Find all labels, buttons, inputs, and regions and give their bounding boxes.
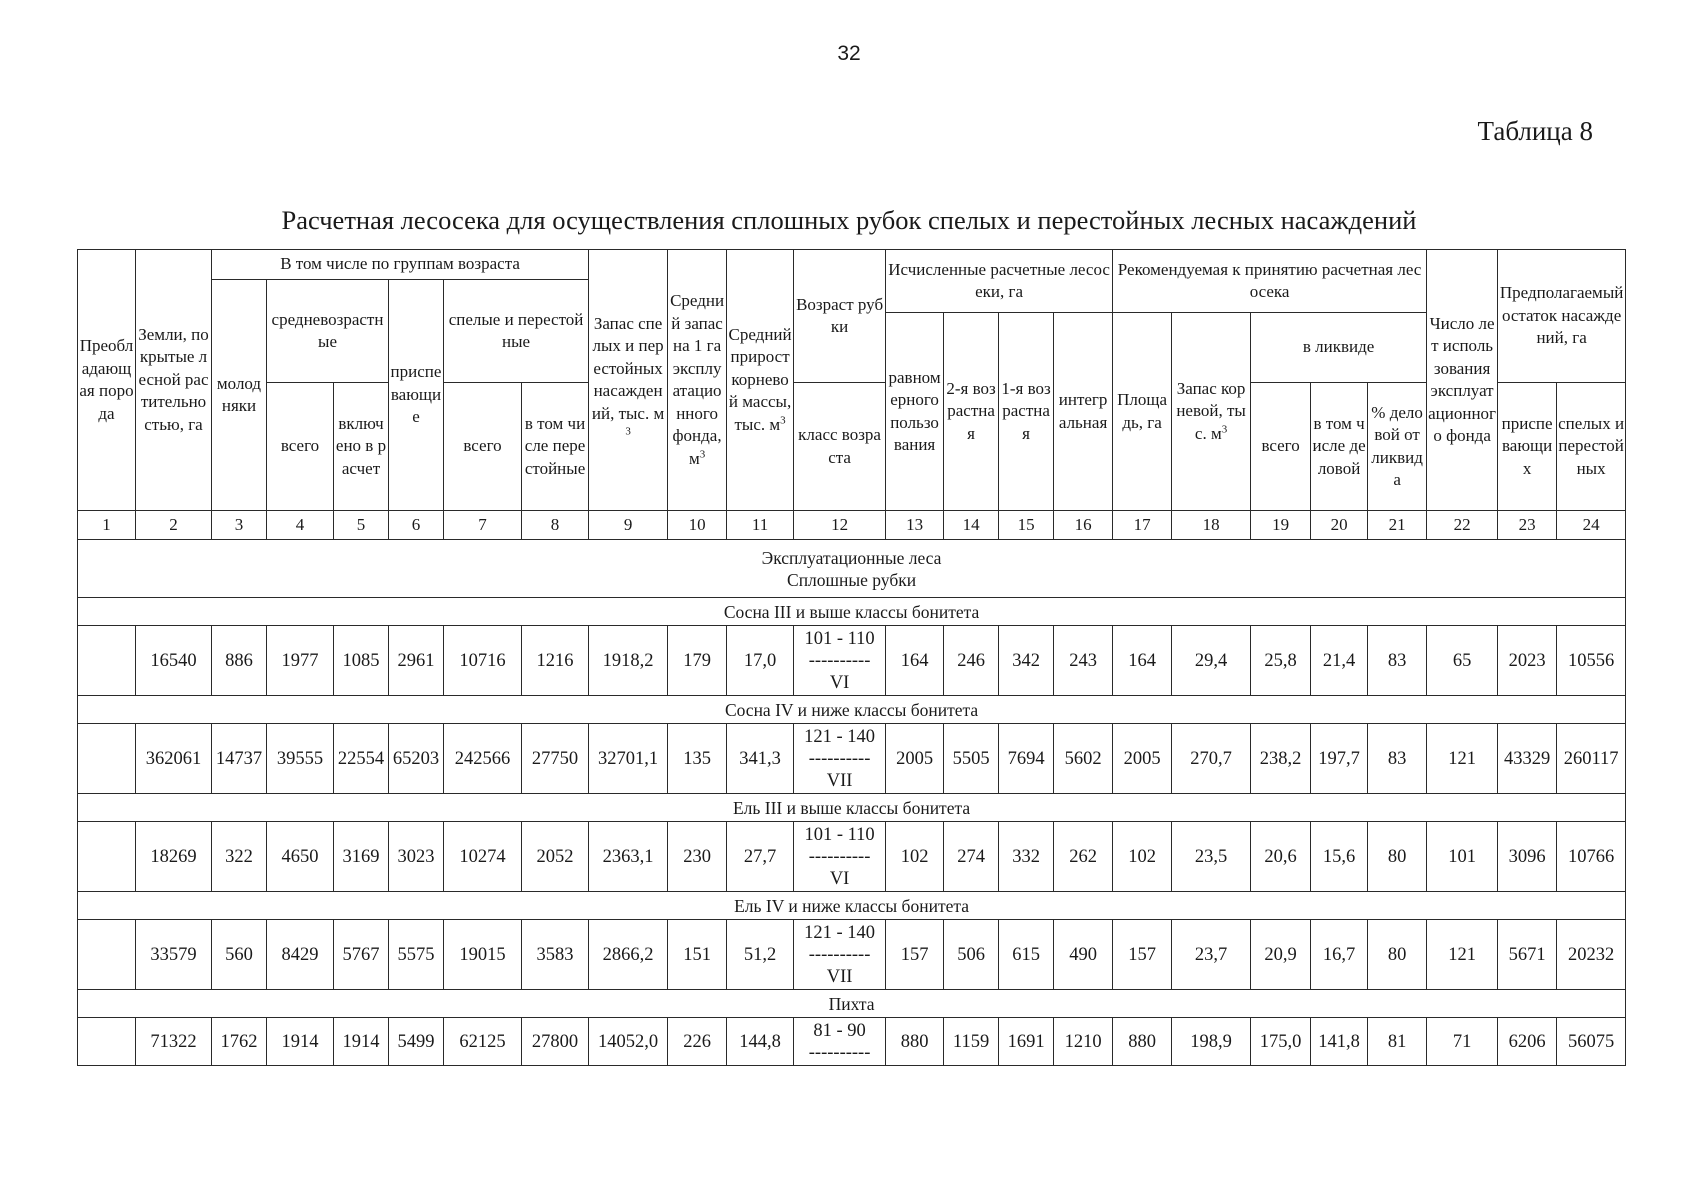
- table-label: Таблица 8: [1477, 116, 1593, 146]
- header-remaining-stands: Предполагаемый остаток насаждений, га: [1498, 250, 1626, 383]
- table-cell: 39555: [267, 724, 334, 794]
- header-species: Преобладающая порода: [78, 250, 136, 511]
- table-cell: 33579: [136, 920, 212, 990]
- column-number: 18: [1172, 511, 1251, 540]
- cutting-age-cell: [794, 626, 886, 696]
- column-number: 4: [267, 511, 334, 540]
- header-recommended-area: Рекомендуемая к принятию расчетная лесосека: [1113, 250, 1427, 313]
- table-cell: 144,8: [727, 1018, 794, 1066]
- header-premature: приспевающие: [389, 280, 444, 511]
- cutting-age-cell: [794, 822, 886, 892]
- table-cell: 62125: [444, 1018, 522, 1066]
- table-cell: 71322: [136, 1018, 212, 1066]
- table-cell: 362061: [136, 724, 212, 794]
- cutting-age-cell: [794, 1018, 886, 1066]
- table-cell: 3169: [334, 822, 389, 892]
- species-cell: [78, 724, 136, 794]
- header-forested-land: Земли, покрытые лесной растительностью, га: [136, 250, 212, 511]
- species-cell: [78, 822, 136, 892]
- table-cell: 8429: [267, 920, 334, 990]
- table-cell: 1085: [334, 626, 389, 696]
- table-cell: 23,7: [1172, 920, 1251, 990]
- header-young: молодняки: [212, 280, 267, 511]
- table-cell: 1691: [999, 1018, 1054, 1066]
- header-ripe-stock: Запас спелых и перестойных насаждений, тыс. $м^3$: [589, 250, 668, 511]
- table-cell: 2005: [886, 724, 944, 794]
- table-cell: 1918,2: [589, 626, 668, 696]
- column-number: 14: [944, 511, 999, 540]
- header-avg-stock: Средний запас на 1 га эксплуатационного фонда, $м^3$: [668, 250, 727, 511]
- table-cell: 10716: [444, 626, 522, 696]
- table-cell: 4650: [267, 822, 334, 892]
- table-cell: 5767: [334, 920, 389, 990]
- table-cell: 230: [668, 822, 727, 892]
- table-cell: 1914: [267, 1018, 334, 1066]
- species-group-title: Сосна IV и ниже классы бонитета: [78, 696, 1626, 724]
- table-title: Расчетная лесосека для осуществления сплошных рубок спелых и перестойных лесных насаждений: [281, 205, 1417, 235]
- table-cell: 56075: [1557, 1018, 1626, 1066]
- header-even-use: равномерного пользования: [886, 313, 944, 511]
- table-cell: 71: [1427, 1018, 1498, 1066]
- age-class: VII: [826, 770, 853, 791]
- table-cell: 2005: [1113, 724, 1172, 794]
- table-row: [78, 920, 1626, 990]
- table-cell: 886: [212, 626, 267, 696]
- cutting-age-cell: [794, 920, 886, 990]
- column-number: 19: [1251, 511, 1311, 540]
- table-cell: 164: [886, 626, 944, 696]
- table-cell: 14737: [212, 724, 267, 794]
- table-cell: 270,7: [1172, 724, 1251, 794]
- age-dash: ----------: [808, 944, 871, 965]
- table-cell: 27,7: [727, 822, 794, 892]
- table-cell: 6206: [1498, 1018, 1557, 1066]
- species-cell: [78, 1018, 136, 1066]
- table-cell: 157: [1113, 920, 1172, 990]
- column-number: 16: [1054, 511, 1113, 540]
- column-number: 12: [794, 511, 886, 540]
- age-dash: ----------: [808, 846, 871, 867]
- table-cell: 80: [1368, 822, 1427, 892]
- table-cell: 23,5: [1172, 822, 1251, 892]
- table-cell: 274: [944, 822, 999, 892]
- table-cell: 141,8: [1311, 1018, 1368, 1066]
- column-number: 10: [668, 511, 727, 540]
- age-range: 81 - 90: [813, 1020, 866, 1041]
- table-cell: 25,8: [1251, 626, 1311, 696]
- table-cell: 16,7: [1311, 920, 1368, 990]
- table-cell: 83: [1368, 724, 1427, 794]
- header-integral: интегральная: [1054, 313, 1113, 511]
- table-cell: 243: [1054, 626, 1113, 696]
- header-ripe-total: всего: [444, 383, 522, 511]
- header-remaining-ripe: спелых и перестойных: [1557, 383, 1626, 511]
- table-cell: 32701,1: [589, 724, 668, 794]
- table-cell: 246: [944, 626, 999, 696]
- table-cell: 135: [668, 724, 727, 794]
- column-number: 8: [522, 511, 589, 540]
- header-remaining-premature: приспевающих: [1498, 383, 1557, 511]
- table-cell: 7694: [999, 724, 1054, 794]
- table-row: [78, 1018, 1626, 1066]
- table-cell: 17,0: [727, 626, 794, 696]
- column-number: 3: [212, 511, 267, 540]
- age-range: 101 - 110: [804, 824, 875, 845]
- header-age-class: класс возраста: [794, 383, 886, 511]
- table-cell: 27750: [522, 724, 589, 794]
- table-cell: 10274: [444, 822, 522, 892]
- table-cell: 29,4: [1172, 626, 1251, 696]
- age-class: VII: [826, 966, 853, 987]
- table-cell: 332: [999, 822, 1054, 892]
- table-cell: 16540: [136, 626, 212, 696]
- table-cell: 1210: [1054, 1018, 1113, 1066]
- age-class: VI: [829, 672, 850, 693]
- table-cell: 10556: [1557, 626, 1626, 696]
- table-cell: 15,6: [1311, 822, 1368, 892]
- table-cell: 102: [886, 822, 944, 892]
- table-cell: 242566: [444, 724, 522, 794]
- table-cell: 880: [886, 1018, 944, 1066]
- column-number: 20: [1311, 511, 1368, 540]
- table-cell: 197,7: [1311, 724, 1368, 794]
- table-cell: 341,3: [727, 724, 794, 794]
- species-cell: [78, 920, 136, 990]
- column-number: 13: [886, 511, 944, 540]
- header-second-age: 2-я возрастная: [944, 313, 999, 511]
- column-number-row: [78, 511, 1626, 540]
- table-cell: 1977: [267, 626, 334, 696]
- header-middle-aged: средневозрастные: [267, 280, 389, 383]
- column-number: 24: [1557, 511, 1626, 540]
- header-liquid-total: всего: [1251, 383, 1311, 511]
- table-cell: 5505: [944, 724, 999, 794]
- table-row: [78, 626, 1626, 696]
- header-overripe: в том числе перестойные: [522, 383, 589, 511]
- table-cell: 83: [1368, 626, 1427, 696]
- header-middle-included: включено в расчет: [334, 383, 389, 511]
- table-cell: 179: [668, 626, 727, 696]
- table-cell: 1914: [334, 1018, 389, 1066]
- age-dash: ----------: [808, 1042, 871, 1063]
- table-cell: 3023: [389, 822, 444, 892]
- table-cell: 615: [999, 920, 1054, 990]
- species-cell: [78, 626, 136, 696]
- header-years-of-use: Число лет использования эксплуатационного фонда: [1427, 250, 1498, 511]
- column-number: 2: [136, 511, 212, 540]
- header-calculated-areas: Исчисленные расчетные лесосеки, га: [886, 250, 1113, 313]
- table-row: [78, 724, 1626, 794]
- table-cell: 20,9: [1251, 920, 1311, 990]
- section-heading: [78, 540, 1626, 598]
- table-cell: 2866,2: [589, 920, 668, 990]
- column-number: 1: [78, 511, 136, 540]
- section-line-1: Эксплуатационные леса: [761, 547, 942, 568]
- table-cell: 262: [1054, 822, 1113, 892]
- table-cell: 164: [1113, 626, 1172, 696]
- table-cell: 43329: [1498, 724, 1557, 794]
- table-row: [78, 822, 1626, 892]
- table-cell: 65: [1427, 626, 1498, 696]
- page-number: 32: [837, 42, 861, 65]
- column-number: 6: [389, 511, 444, 540]
- table-cell: 20,6: [1251, 822, 1311, 892]
- header-commercial-percent: % деловой от ликвида: [1368, 383, 1427, 511]
- table-cell: 151: [668, 920, 727, 990]
- header-area: Площадь, га: [1113, 313, 1172, 511]
- table-cell: 157: [886, 920, 944, 990]
- table-cell: 121: [1427, 724, 1498, 794]
- column-number: 23: [1498, 511, 1557, 540]
- table-cell: 102: [1113, 822, 1172, 892]
- table-cell: 490: [1054, 920, 1113, 990]
- age-dash: ----------: [808, 650, 871, 671]
- column-number: 17: [1113, 511, 1172, 540]
- table-cell: 21,4: [1311, 626, 1368, 696]
- table-cell: 51,2: [727, 920, 794, 990]
- table-cell: 5671: [1498, 920, 1557, 990]
- header-liquid-commercial: в том числе деловой: [1311, 383, 1368, 511]
- table-cell: 14052,0: [589, 1018, 668, 1066]
- table-cell: 18269: [136, 822, 212, 892]
- table-cell: 27800: [522, 1018, 589, 1066]
- table-cell: 506: [944, 920, 999, 990]
- column-number: 7: [444, 511, 522, 540]
- table-cell: 80: [1368, 920, 1427, 990]
- table-cell: 5499: [389, 1018, 444, 1066]
- table-cell: 226: [668, 1018, 727, 1066]
- table-cell: 101: [1427, 822, 1498, 892]
- table-cell: 322: [212, 822, 267, 892]
- header-liquid: в ликвиде: [1251, 313, 1427, 383]
- column-number: 5: [334, 511, 389, 540]
- table-cell: 3096: [1498, 822, 1557, 892]
- column-number: 21: [1368, 511, 1427, 540]
- age-range: 121 - 140: [804, 922, 876, 943]
- table-cell: 5575: [389, 920, 444, 990]
- table-cell: 1216: [522, 626, 589, 696]
- species-group-title: Ель IV и ниже классы бонитета: [78, 892, 1626, 920]
- column-number: 9: [589, 511, 668, 540]
- header-ripe-overripe: спелые и перестойные: [444, 280, 589, 383]
- column-number: 15: [999, 511, 1054, 540]
- header-first-age: 1-я возрастная: [999, 313, 1054, 511]
- table-cell: 1159: [944, 1018, 999, 1066]
- species-group-title: Сосна III и выше классы бонитета: [78, 598, 1626, 626]
- table-cell: 20232: [1557, 920, 1626, 990]
- table-cell: 5602: [1054, 724, 1113, 794]
- table-cell: 198,9: [1172, 1018, 1251, 1066]
- header-middle-total: всего: [267, 383, 334, 511]
- header-root-stock: Запас корневой, тыс. $м^3$: [1172, 313, 1251, 511]
- species-group-title: Ель III и выше классы бонитета: [78, 794, 1626, 822]
- table-cell: 238,2: [1251, 724, 1311, 794]
- table-cell: 22554: [334, 724, 389, 794]
- age-range: 121 - 140: [804, 726, 876, 747]
- age-class: VI: [829, 868, 850, 889]
- age-dash: ----------: [808, 748, 871, 769]
- header-cutting-age: Возраст рубки: [794, 250, 886, 383]
- table-cell: 2023: [1498, 626, 1557, 696]
- age-range: 101 - 110: [804, 628, 875, 649]
- cutting-area-table: [77, 249, 1626, 1066]
- table-cell: 65203: [389, 724, 444, 794]
- table-cell: 2363,1: [589, 822, 668, 892]
- section-line-2: Сплошные рубки: [787, 569, 917, 590]
- table-cell: 10766: [1557, 822, 1626, 892]
- table-cell: 121: [1427, 920, 1498, 990]
- species-group-title: Пихта: [78, 990, 1626, 1018]
- table-cell: 880: [1113, 1018, 1172, 1066]
- table-cell: 1762: [212, 1018, 267, 1066]
- column-number: 22: [1427, 511, 1498, 540]
- column-number: 11: [727, 511, 794, 540]
- table-cell: 81: [1368, 1018, 1427, 1066]
- table-cell: 19015: [444, 920, 522, 990]
- cutting-age-cell: [794, 724, 886, 794]
- table-cell: 2052: [522, 822, 589, 892]
- table-cell: 560: [212, 920, 267, 990]
- table-cell: 260117: [1557, 724, 1626, 794]
- header-age-groups: В том числе по группам возраста: [212, 250, 589, 280]
- table-cell: 175,0: [1251, 1018, 1311, 1066]
- table-cell: 3583: [522, 920, 589, 990]
- table-cell: 2961: [389, 626, 444, 696]
- table-cell: 342: [999, 626, 1054, 696]
- header-avg-growth: Средний прирост корневой массы, тыс. $м^3$: [727, 250, 794, 511]
